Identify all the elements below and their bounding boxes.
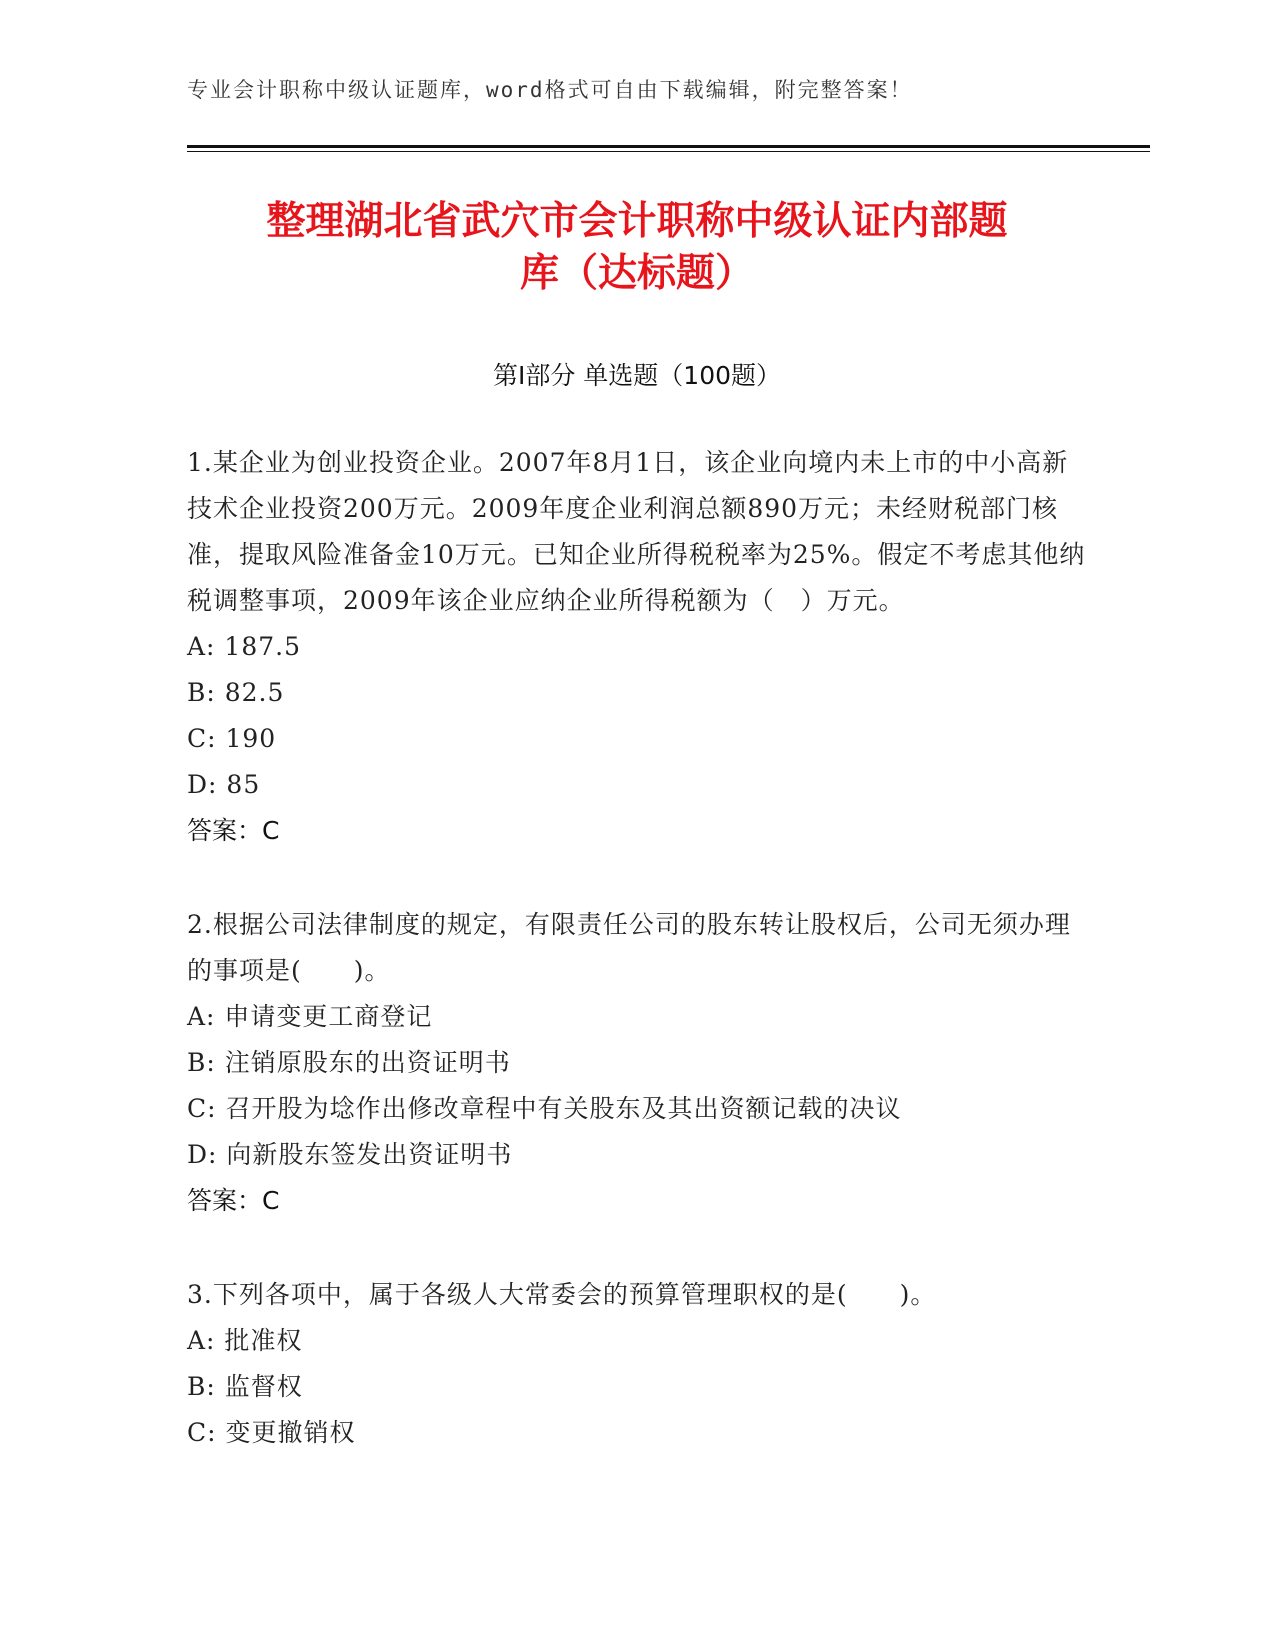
- question-stem: 3.下列各项中，属于各级人大常委会的预算管理职权的是( )。: [187, 1280, 937, 1309]
- option-b: B: 82.5: [187, 678, 285, 707]
- document-title-line1: 整理湖北省武穴市会计职称中级认证内部题: [266, 199, 1008, 244]
- option-b: B: 注销原股东的出资证明书: [187, 1048, 511, 1077]
- header-rule-thin: [187, 151, 1150, 152]
- question-stem: 1.某企业为创业投资企业。2007年8月1日，该企业向境内未上市的中小高新技术企业投资200万元。2009年度企业利润总额890万元；未经财税部门核准，提取风险准备金10万元。已知企业所得税税率为25%。假定不考虑其他纳税调整事项，2009年该企业应纳企业所得税额为（ ）万元。: [187, 448, 1086, 615]
- option-a: A: 申请变更工商登记: [187, 1002, 433, 1031]
- option-c: C: 变更撤销权: [187, 1418, 356, 1447]
- page-header: 专业会计职称中级认证题库，word格式可自由下载编辑，附完整答案！: [187, 78, 913, 102]
- question-3: [187, 1272, 1087, 1456]
- question-stem: 2.根据公司法律制度的规定，有限责任公司的股东转让股权后，公司无须办理的事项是( )。: [187, 910, 1071, 985]
- answer: 答案：C: [187, 816, 280, 845]
- question-list: [187, 440, 1087, 1504]
- header-rule-thick: [187, 145, 1150, 148]
- option-d: D: 85: [187, 770, 261, 799]
- section-title: 第Ⅰ部分 单选题（100题）: [492, 361, 782, 390]
- question-1: [187, 440, 1087, 854]
- option-d: D: 向新股东签发出资证明书: [187, 1140, 513, 1169]
- question-2: [187, 902, 1087, 1224]
- document-title: [187, 196, 1087, 300]
- option-a: A: 187.5: [187, 632, 301, 661]
- answer: 答案：C: [187, 1186, 280, 1215]
- option-a: A: 批准权: [187, 1326, 303, 1355]
- option-c: C: 召开股为埝作出修改章程中有关股东及其出资额记载的决议: [187, 1094, 902, 1123]
- option-c: C: 190: [187, 724, 277, 753]
- option-b: B: 监督权: [187, 1372, 303, 1401]
- document-title-line2: 库（达标题）: [519, 251, 754, 296]
